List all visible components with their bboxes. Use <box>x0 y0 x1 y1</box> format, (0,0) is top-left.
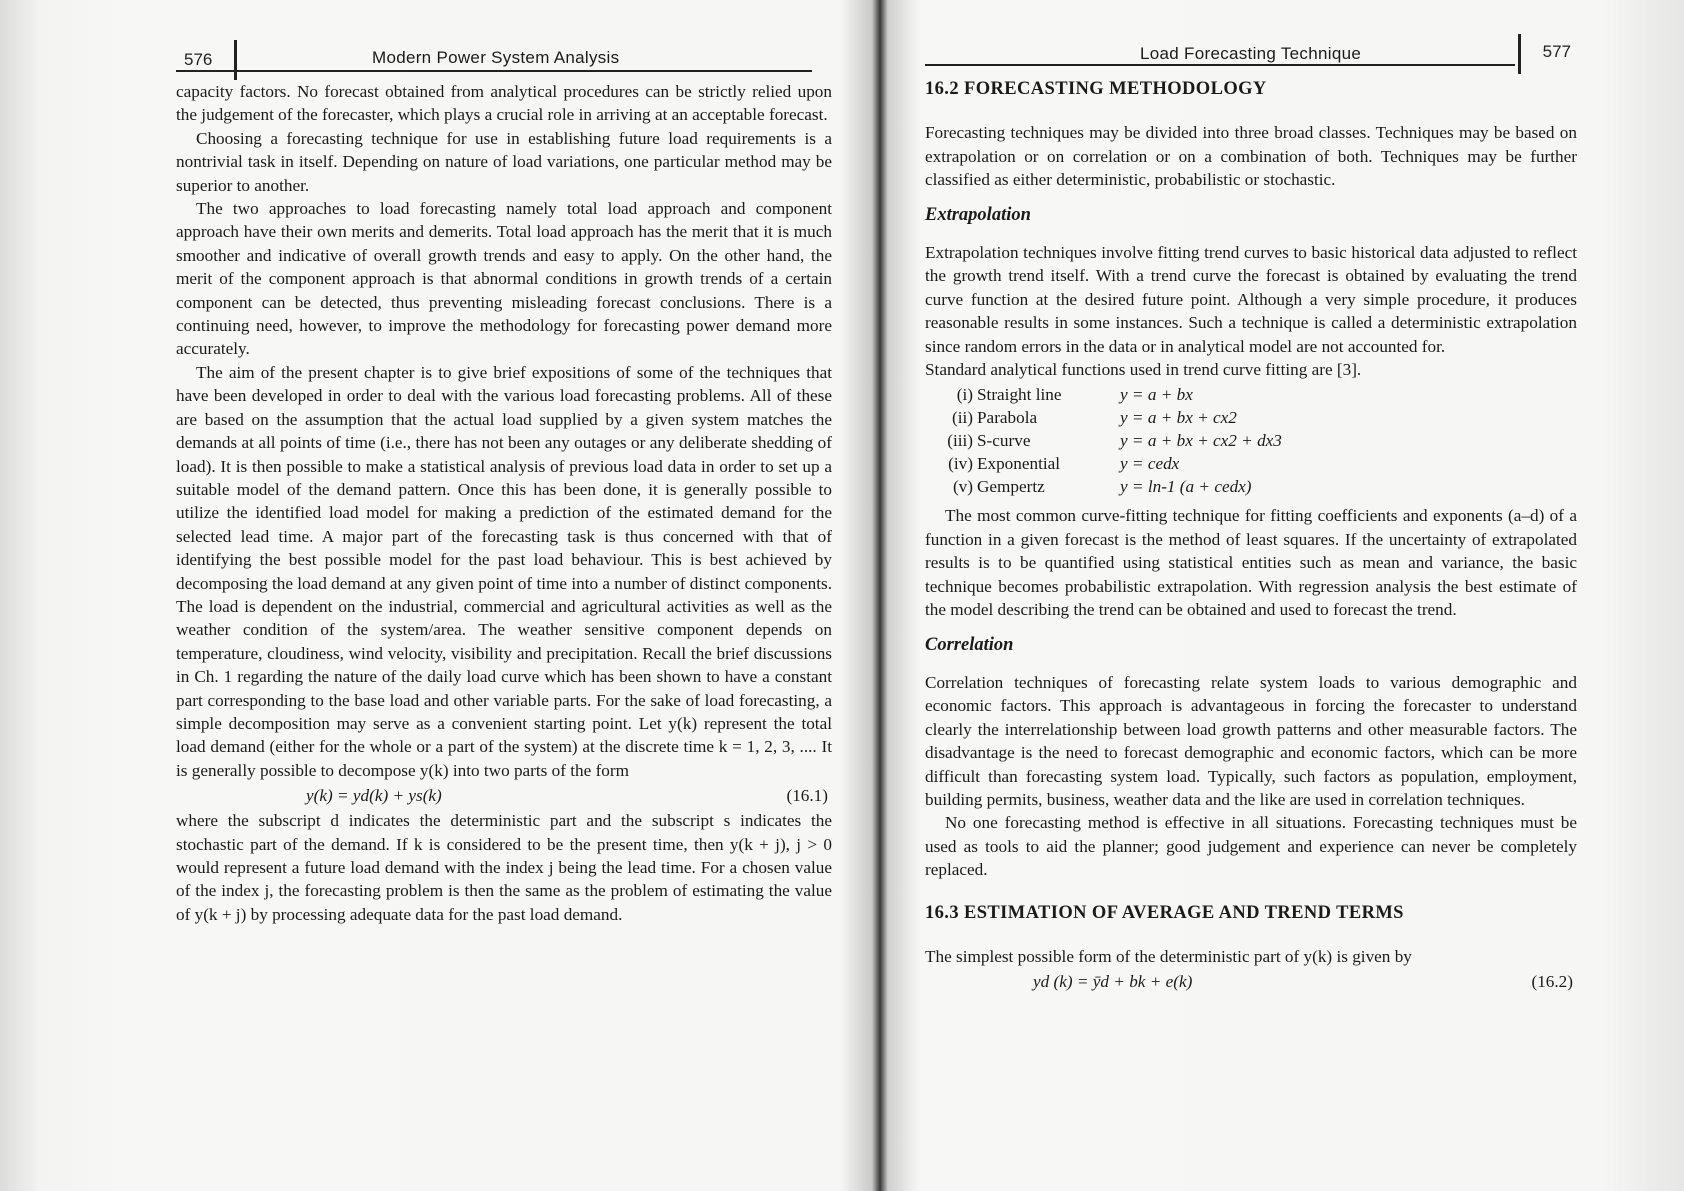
equation-number: (16.1) <box>786 786 828 806</box>
subheading-extrapolation: Extrapolation <box>925 204 1031 225</box>
item-formula: y = ln-1 (a + cedx) <box>1120 477 1252 497</box>
header-rule <box>925 64 1515 66</box>
left-page-header <box>176 40 832 74</box>
header-rule <box>176 70 812 72</box>
page-number: 576 <box>184 50 213 69</box>
item-label: (iv) <box>948 454 973 474</box>
running-head: Load Forecasting Technique <box>1140 44 1362 63</box>
item-label: (i) <box>956 385 973 405</box>
list-item <box>933 429 1577 452</box>
list-item <box>933 475 1577 498</box>
paragraph: capacity factors. No forecast obtained from analytical procedures can be strictly relied upon the judgement of the forecaster, which plays a crucial role in arriving at an acceptable forecast. <box>176 82 832 125</box>
trend-function-list <box>933 383 1577 498</box>
paragraph: The simplest possible form of the deterministic part of y(k) is given by <box>925 946 1412 966</box>
right-page <box>925 0 1577 1191</box>
item-name: Parabola <box>977 408 1038 428</box>
paragraph: Extrapolation techniques involve fitting trend curves to basic historical data adjusted to reflect the growth trend itself. With a trend curve the forecast is obtained by evaluating the trend curve function at the desired future point. Although a very simple procedure, it produces reasonable results in some instances. Such a technique is called a deterministic extrapolation since random errors in the data or in analytical model are not accounted for. <box>925 243 1577 356</box>
list-item <box>933 383 1577 406</box>
equation-number: (16.2) <box>1531 972 1573 992</box>
paragraph: The most common curve-fitting technique for fitting coefficients and exponents (a–d) of a function in a given forecast is the method of least squares. If the uncertainty of extrapolated results is to be quantified using statistical entities such as mean and variance, the basic technique becomes probabilistic extrapolation. With regression analysis the best estimate of the model describing the trend can be obtained and used to forecast the trend. <box>925 506 1577 620</box>
section-heading-16-2: 16.2 FORECASTING METHODOLOGY <box>925 79 1267 99</box>
header-divider <box>234 40 237 80</box>
item-formula: y = a + bx <box>1120 385 1193 405</box>
paragraph: Choosing a forecasting technique for use in establishing future load requirements is a nontrivial task in itself. Depending on nature of load variations, one particular method may be superior to another. <box>176 128 832 195</box>
item-name: S-curve <box>977 431 1031 451</box>
paragraph: Forecasting techniques may be divided into three broad classes. Techniques may be based on extrapolation or on correlation or on a combination of both. Techniques may be further classified as either deterministic, probabilistic or stochastic. <box>925 123 1577 190</box>
equation-text: y(k) = yd(k) + ys(k) <box>306 786 442 806</box>
paragraph: where the subscript d indicates the deterministic part and the subscript s indicates the stochastic part of the demand. If k is considered to be the present time, then y(k + j), j > 0 would represent a future load demand with the index j being the lead time. For a chosen value of the index j, the forecasting problem is then the same as the problem of estimating the value of y(k + j) by processing adequate data for the past load demand. <box>176 811 832 924</box>
item-formula: y = a + bx + cx2 + dx3 <box>1120 431 1282 451</box>
paragraph: Standard analytical functions used in trend curve fitting are [3]. <box>925 360 1362 380</box>
right-page-header <box>925 40 1577 74</box>
equation-text: yd (k) = ȳd + bk + e(k) <box>1033 972 1193 992</box>
item-label: (ii) <box>952 408 973 428</box>
paragraph: The two approaches to load forecasting namely total load approach and component approach have their own merits and demerits. Total load approach has the merit that it is much smoother and indicative of overall growth trends and easy to apply. On the other hand, the merit of the component approach is that abnormal conditions in growth trends of a certain component can be detected, thus preventing misleading forecast conclusions. There is a continuing need, however, to improve the methodology for forecasting power demand more accurately. <box>176 199 832 359</box>
item-name: Straight line <box>977 385 1062 405</box>
list-item <box>933 406 1577 429</box>
section-heading-16-3: 16.3 ESTIMATION OF AVERAGE AND TREND TERMS <box>925 902 1404 923</box>
item-name: Exponential <box>977 454 1061 474</box>
paragraph: No one forecasting method is effective in all situations. Forecasting techniques must be used as tools to aid the planner; good judgement and experience can never be completely replaced. <box>925 813 1577 880</box>
item-label: (iii) <box>947 431 973 451</box>
item-formula: y = a + bx + cx2 <box>1120 408 1237 428</box>
running-head: Modern Power System Analysis <box>372 48 620 67</box>
equation-16-2 <box>925 968 1577 995</box>
item-formula: y = cedx <box>1120 454 1180 474</box>
equation-16-1 <box>176 782 832 809</box>
item-name: Gempertz <box>977 477 1045 497</box>
paragraph: Correlation techniques of forecasting relate system loads to various demographic and economic factors. This approach is advantageous in forcing the forecaster to understand clearly the interrelationship between load growth patterns and other measurable factors. The disadvantage is the need to forecast demographic and economic factors, which can be more difficult than forecasting system load. Typically, such factors as population, employment, building permits, business, weather data and the like are used in correlation techniques. <box>925 672 1577 809</box>
subheading-correlation: Correlation <box>925 634 1014 655</box>
paragraph: The aim of the present chapter is to give brief expositions of some of the techniques that have been developed in order to deal with the various load forecasting problems. All of these are based on the assumption that the actual load supplied by a given system matches the demands at all points of time (i.e., there has not been any outages or any deliberate shedding of load). It is then possible to make a statistical analysis of previous load data in order to set up a suitable model of the demand pattern. Once this has been done, it is generally possible to utilize the identified load model for making a prediction of the estimated demand for the selected lead time. A major part of the forecasting task is thus concerned with that of identifying the best possible model for the past load behaviour. This is best achieved by decomposing the load demand at any given point of time into a number of distinct components. The load is dependent on the industrial, commercial and agricultural activities as well as the weather condition of the system/area. The weather sensitive component depends on temperature, cloudiness, wind velocity, visibility and precipitation. Recall the brief discussions in Ch. 1 regarding the nature of the daily load curve which has been shown to have a constant part corresponding to the base load and other variable parts. For the sake of load forecasting, a simple decomposition may serve as a convenient starting point. Let y(k) represent the total load demand (either for the whole or a part of the system) at the discrete time k = 1, 2, 3, .... It is generally possible to decompose y(k) into two parts of the form <box>176 362 832 780</box>
page-number: 577 <box>1542 42 1571 61</box>
left-page-body <box>176 80 832 926</box>
header-divider <box>1518 34 1521 74</box>
list-item <box>933 452 1577 475</box>
right-page-body <box>925 78 1577 995</box>
item-label: (v) <box>952 477 973 497</box>
left-page <box>176 0 832 1191</box>
